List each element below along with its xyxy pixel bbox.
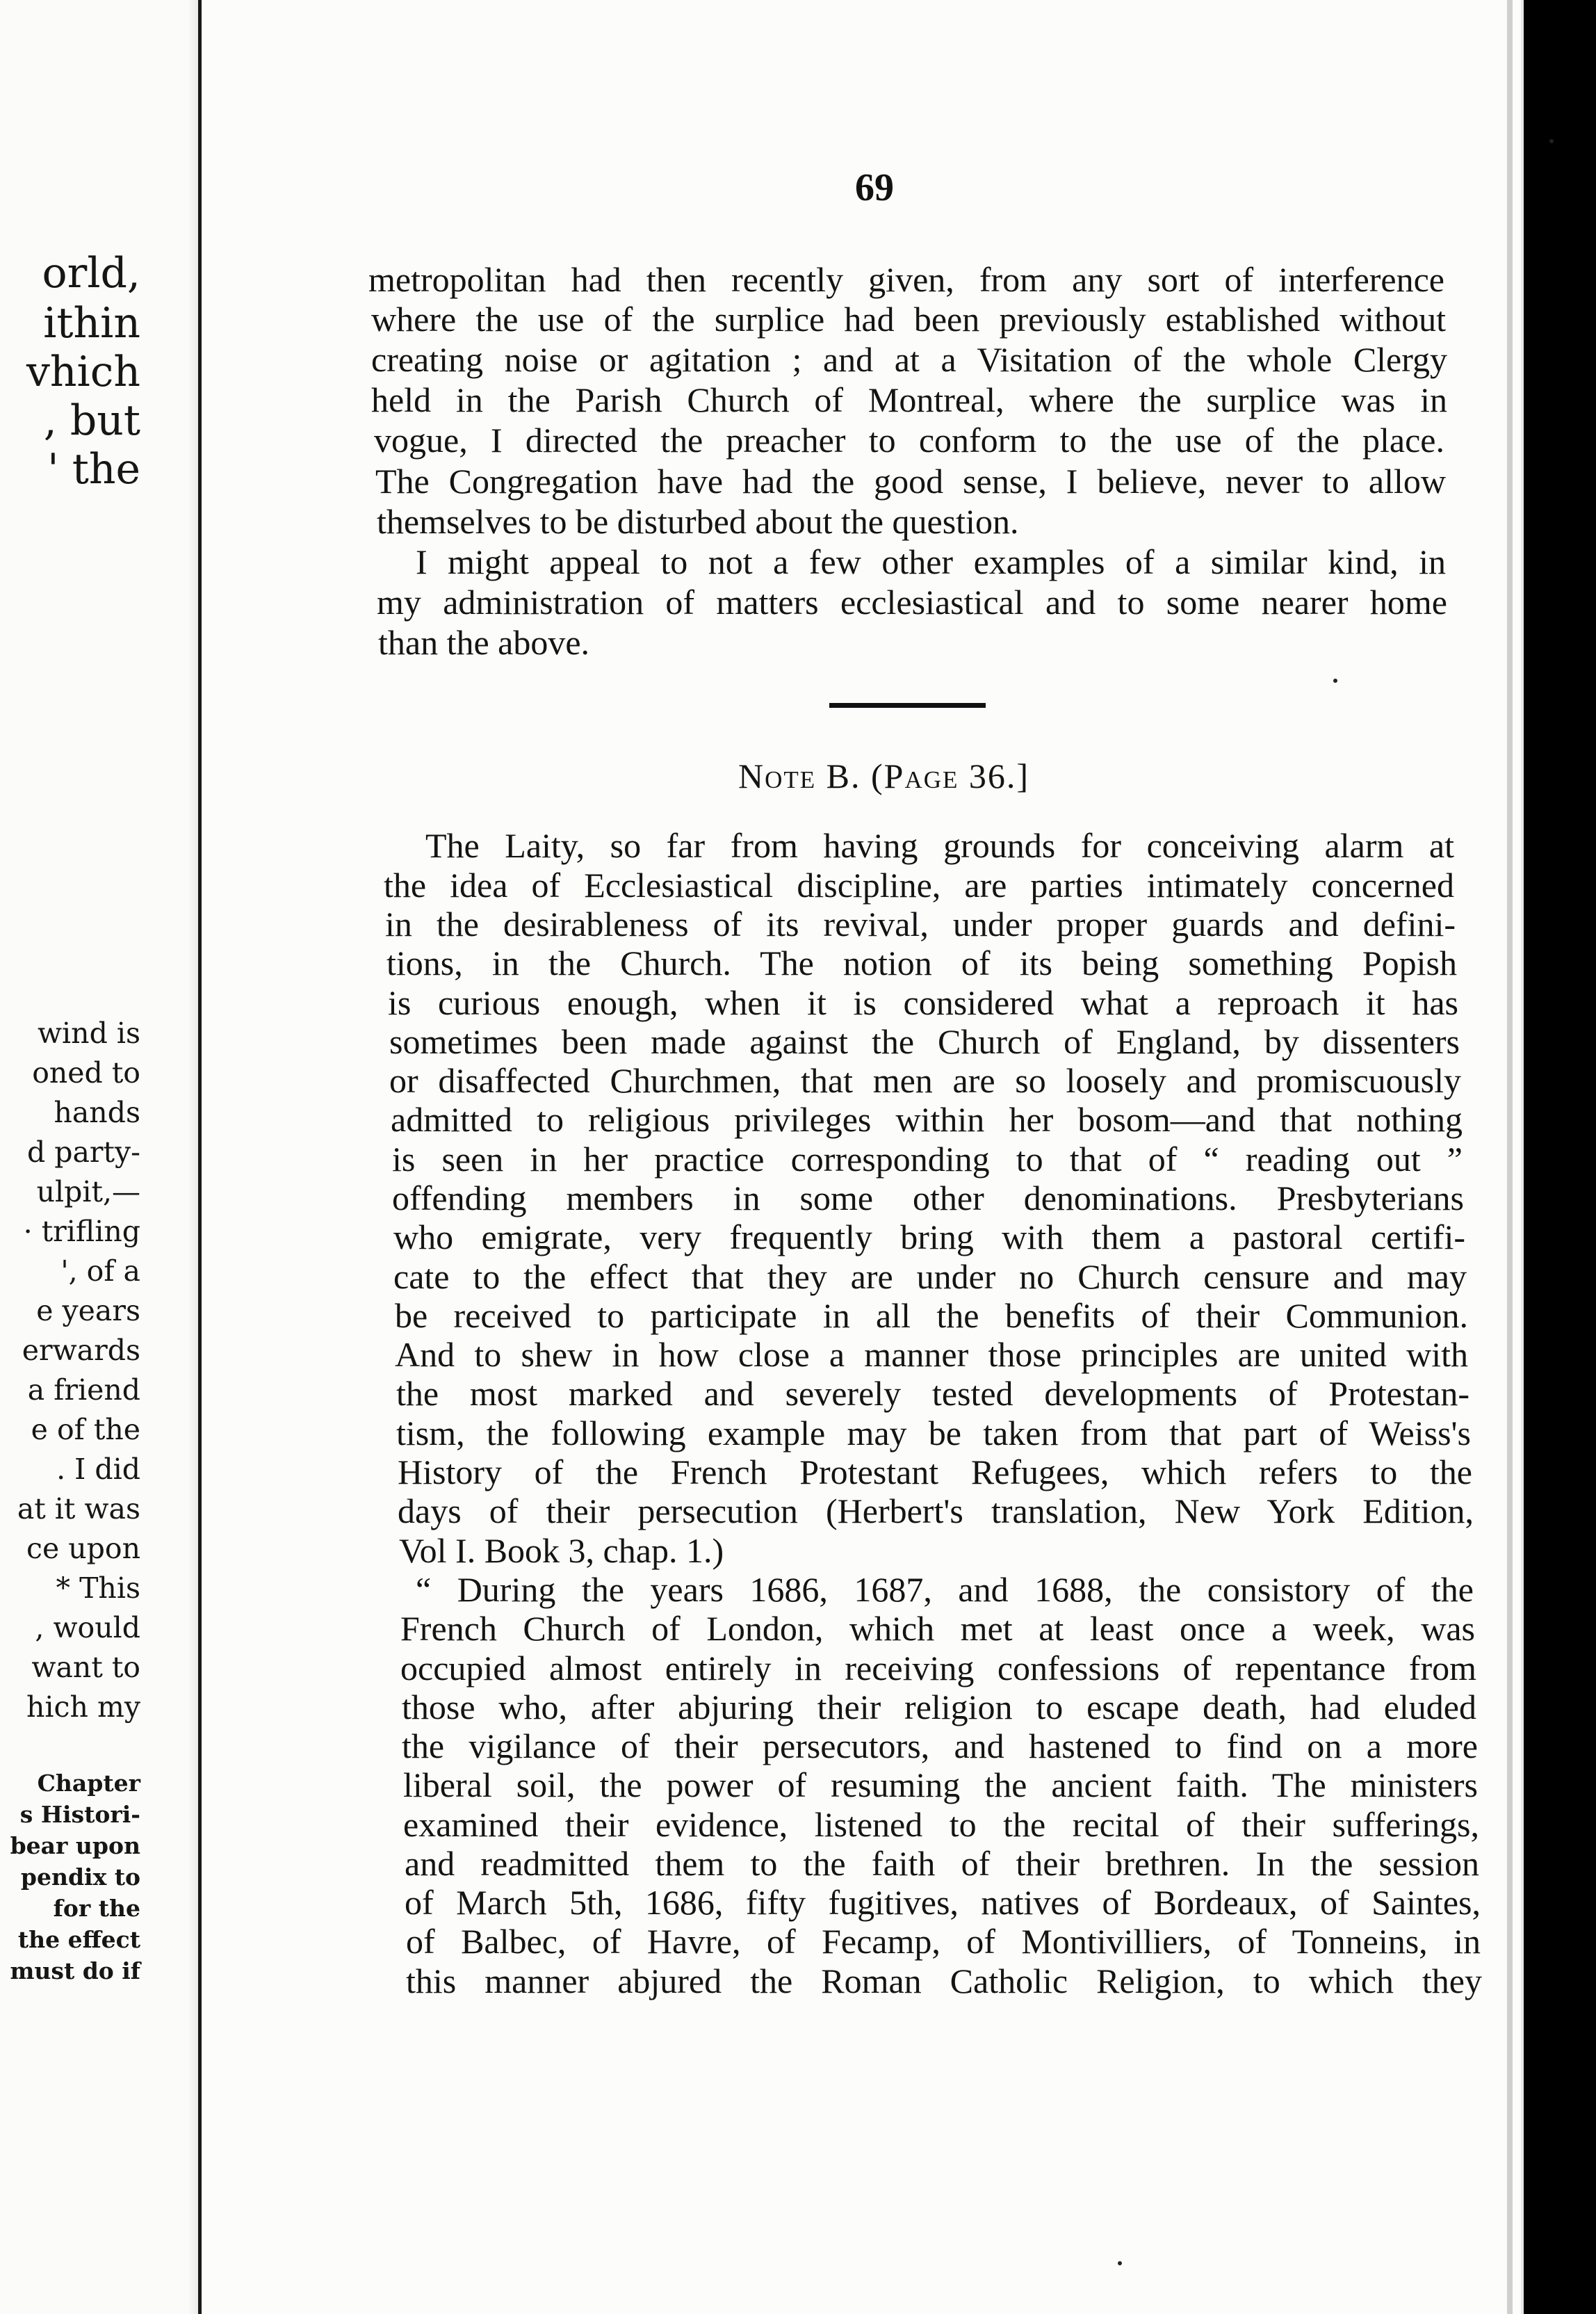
left-text-line: e years xyxy=(36,1294,140,1327)
left-text-line: ce upon xyxy=(26,1532,140,1565)
scan-speck xyxy=(1118,2261,1122,2265)
body-line: than the above. xyxy=(378,623,590,662)
scan-speck xyxy=(1549,139,1554,143)
left-text-line: d party- xyxy=(26,1135,140,1169)
note-line: The Laity, so far from having grounds for conceiving alarm at xyxy=(425,826,1454,865)
page-edge xyxy=(1521,0,1524,2314)
body-line: where the use of the surplice had been previously established without xyxy=(371,300,1446,339)
left-text-line: ', of a xyxy=(60,1254,140,1288)
body-line: metropolitan had then recently given, from any sort of interference xyxy=(368,260,1444,299)
body-line: vogue, I directed the preacher to conform to the use of the place. xyxy=(374,421,1444,460)
left-footnote-line: pendix to xyxy=(20,1863,140,1891)
left-text-line: ' the xyxy=(47,445,140,494)
quote-line: those who, after abjuring their religion to escape death, had eluded xyxy=(402,1688,1476,1726)
note-line: the idea of Ecclesiastical discipline, are parties intimately concerned xyxy=(384,866,1454,905)
left-footnote-line: bear upon xyxy=(10,1832,140,1859)
body-line: held in the Parish Church of Montreal, where the surplice was in xyxy=(371,380,1447,419)
left-text-line: oned to xyxy=(32,1056,140,1090)
quote-line: “ During the years 1686, 1687, and 1688, the consistory of the xyxy=(416,1570,1474,1609)
left-text-line: * This xyxy=(56,1571,140,1605)
section-divider-rule xyxy=(829,703,986,708)
note-line: the most marked and severely tested developments of Protestan- xyxy=(396,1374,1469,1413)
left-footnote-line: s Histori- xyxy=(19,1801,140,1828)
note-line: is seen in her practice corresponding to that of “ reading out ” xyxy=(392,1140,1463,1179)
quote-line: and readmitted them to the faith of their brethren. In the session xyxy=(405,1844,1479,1883)
left-text-line: hich my xyxy=(26,1690,140,1724)
quote-line: of March 5th, 1686, fifty fugitives, natives of Bordeaux, of Saintes, xyxy=(405,1883,1481,1922)
quote-line: this manner abjured the Roman Catholic Religion, to which they xyxy=(406,1961,1482,2000)
note-line: is curious enough, when it is considered what a reproach it has xyxy=(388,983,1458,1022)
left-text-line: , would xyxy=(35,1611,140,1644)
note-line: days of their persecution (Herbert's translation, New York Edition, xyxy=(398,1491,1474,1530)
left-text-line: . I did xyxy=(56,1453,140,1486)
left-text-line: , but xyxy=(43,396,140,445)
note-line: tions, in the Church. The notion of its being something Popish xyxy=(386,944,1457,982)
left-text-line: ulpit,— xyxy=(36,1175,140,1208)
body-line: I might appeal to not a few other examples of a similar kind, in xyxy=(416,542,1446,581)
left-footnote-line: Chapter xyxy=(37,1770,140,1797)
quote-line: occupied almost entirely in receiving confessions of repentance from xyxy=(400,1649,1476,1688)
note-line: be received to participate in all the benefits of their Communion. xyxy=(395,1296,1468,1335)
quote-line: French Church of London, which met at least once a week, was xyxy=(400,1609,1475,1648)
left-text-line: vhich xyxy=(26,348,140,396)
left-text-line: e of the xyxy=(31,1413,140,1446)
left-footnote-line: must do if xyxy=(10,1957,140,1984)
left-footnote-line: for the xyxy=(53,1895,140,1922)
quote-line: examined their evidence, listened to the recital of their sufferings, xyxy=(403,1805,1479,1844)
quote-line: of Balbec, of Havre, of Fecamp, of Montivilliers, of Tonneins, in xyxy=(406,1922,1481,1961)
body-line: The Congregation have had the good sense, I believe, never to allow xyxy=(375,462,1446,501)
scan-speck xyxy=(1333,679,1337,683)
quote-line: the vigilance of their persecutors, and hastened to find on a more xyxy=(402,1726,1478,1765)
left-text-line: ithin xyxy=(43,299,140,348)
note-line: sometimes been made against the Church of England, by dissenters xyxy=(389,1022,1460,1061)
note-line: admitted to religious privileges within her bosom—and that nothing xyxy=(391,1100,1463,1139)
note-line: Vol I. Book 3, chap. 1.) xyxy=(399,1531,724,1570)
left-footnote-line: the effect xyxy=(17,1926,140,1953)
left-text-line: wind is xyxy=(37,1017,140,1050)
body-line: my administration of matters ecclesiastical and to some nearer home xyxy=(377,583,1447,622)
note-line: tism, the following example may be taken from that part of Weiss's xyxy=(396,1414,1471,1453)
note-heading: Note B. (Page 36.] xyxy=(738,756,1030,795)
quote-line: liberal soil, the power of resuming the ancient faith. The ministers xyxy=(403,1765,1478,1804)
left-text-line: want to xyxy=(31,1651,140,1684)
left-text-line: · trifling xyxy=(23,1215,140,1248)
note-line: History of the French Protestant Refugees, which refers to the xyxy=(398,1453,1472,1491)
page-number: 69 xyxy=(855,166,894,209)
left-text-line: orld, xyxy=(42,249,140,298)
left-text-line: erwards xyxy=(22,1334,140,1367)
note-line: And to shew in how close a manner those principles are united with xyxy=(395,1335,1468,1374)
left-text-line: a friend xyxy=(27,1373,140,1407)
note-line: in the desirableness of its revival, under proper guards and defini- xyxy=(385,905,1456,944)
note-line: who emigrate, very frequently bring with them a pastoral certifi- xyxy=(393,1217,1465,1256)
note-line: cate to the effect that they are under no Church censure and may xyxy=(393,1257,1467,1296)
left-text-line: at it was xyxy=(17,1492,140,1526)
page-edge xyxy=(1507,0,1513,2314)
body-line: creating noise or agitation ; and at a Visitation of the whole Clergy xyxy=(371,340,1447,379)
note-line: offending members in some other denominations. Presbyterians xyxy=(392,1179,1464,1217)
note-line: or disaffected Churchmen, that men are so loosely and promiscuously xyxy=(389,1061,1461,1100)
left-text-line: hands xyxy=(54,1096,140,1129)
body-line: themselves to be disturbed about the question. xyxy=(377,502,1019,541)
